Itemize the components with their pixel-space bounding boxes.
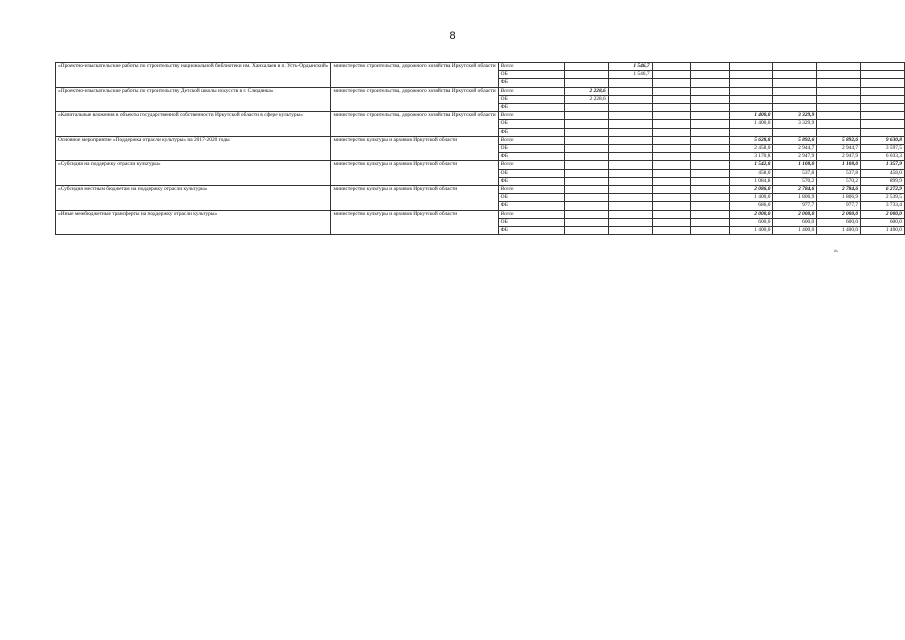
activity-name-cell: «Проектно-изыскательские работы по строительству национальной библиотеки им. Ханхалаев в п. Усть-Ордынский» [56,63,331,88]
amount-cell [691,136,730,144]
amount-cell [652,210,691,218]
amount-cell [773,128,817,136]
activity-name-cell: «Субсидия местным бюджетам на поддержку отрасли культуры» [56,186,331,211]
amount-cell: 1 806,9 [817,194,861,202]
amount-cell: 2 947,9 [817,153,861,161]
amount-cell [652,79,691,87]
amount-cell [861,79,905,87]
funding-source-cell: ФБ [498,227,564,235]
amount-cell [691,71,730,79]
amount-cell [564,227,608,235]
budget-table [55,62,905,235]
funding-source-cell: ОБ [498,120,564,128]
table-row [56,136,905,144]
table-row [56,161,905,169]
amount-cell [652,186,691,194]
amount-cell: 1 108,0 [817,161,861,169]
amount-cell [729,128,773,136]
amount-cell: 1 546,7 [608,63,652,71]
amount-cell [729,95,773,103]
amount-cell [564,161,608,169]
amount-cell [608,186,652,194]
executor-cell: министерство строительства, дорожного хозяйства Иркутской области [331,63,498,88]
table-body [56,63,905,235]
amount-cell [608,210,652,218]
amount-cell: 1 400,0 [861,227,905,235]
amount-cell: 2 947,9 [773,153,817,161]
amount-cell: 1 806,9 [773,194,817,202]
amount-cell [691,194,730,202]
amount-cell [691,104,730,112]
amount-cell [652,218,691,226]
amount-cell [564,218,608,226]
funding-source-cell: ФБ [498,177,564,185]
amount-cell: 537,8 [817,169,861,177]
table-row [56,112,905,120]
amount-cell [564,177,608,185]
amount-cell [773,87,817,95]
funding-source-cell: ОБ [498,218,564,226]
amount-cell [608,112,652,120]
amount-cell: 2 228,6 [564,95,608,103]
amount-cell: 3 170,8 [729,153,773,161]
funding-source-cell: ФБ [498,79,564,87]
amount-cell [564,145,608,153]
amount-cell: 2 539,5 [861,194,905,202]
executor-cell: министерство строительства, дорожного хозяйства Иркутской области [331,87,498,112]
amount-cell: 977,7 [817,202,861,210]
amount-cell: 1 400,0 [817,227,861,235]
amount-cell: 3 597,5 [861,145,905,153]
amount-cell [652,194,691,202]
table-row [56,210,905,218]
amount-cell [652,202,691,210]
funding-source-cell: ФБ [498,128,564,136]
amount-cell [564,128,608,136]
amount-cell [564,153,608,161]
amount-cell [608,194,652,202]
amount-cell: 1 084,8 [729,177,773,185]
amount-cell [608,227,652,235]
amount-cell [773,63,817,71]
amount-cell [691,210,730,218]
funding-source-cell: Всего [498,112,564,120]
funding-source-cell: ОБ [498,169,564,177]
amount-cell [861,63,905,71]
amount-cell [817,95,861,103]
amount-cell [817,112,861,120]
amount-cell [608,79,652,87]
amount-cell: 1 108,0 [773,161,817,169]
amount-cell [608,218,652,226]
executor-cell: министерство культуры и архивов Иркутской области [331,136,498,161]
amount-cell [564,186,608,194]
amount-cell [564,63,608,71]
amount-cell [861,104,905,112]
activity-name-cell: «Проектно-изыскательские работы по строительству Детской школы искусств в г. Слюдянка» [56,87,331,112]
funding-source-cell: ФБ [498,153,564,161]
funding-source-cell: ФБ [498,202,564,210]
amount-cell: 600,0 [729,218,773,226]
amount-cell [652,136,691,144]
amount-cell [652,104,691,112]
amount-cell: 5 892,6 [817,136,861,144]
amount-cell: 2 944,7 [817,145,861,153]
amount-cell: 570,2 [817,177,861,185]
amount-cell [691,128,730,136]
amount-cell [608,177,652,185]
amount-cell [564,79,608,87]
amount-cell [817,104,861,112]
amount-cell: 686,0 [729,202,773,210]
amount-cell [564,104,608,112]
amount-cell [608,202,652,210]
amount-cell: 2 000,0 [861,210,905,218]
amount-cell [773,95,817,103]
amount-cell: 5 892,6 [773,136,817,144]
amount-cell: 2 458,0 [729,145,773,153]
amount-cell [817,87,861,95]
amount-cell: 1 546,7 [608,71,652,79]
amount-cell [691,202,730,210]
table-row [56,87,905,95]
amount-cell [652,227,691,235]
amount-cell: 1 357,9 [861,161,905,169]
amount-cell [691,169,730,177]
activity-name-cell: Основное мероприятие «Поддержка отрасли культуры» на 2017-2020 годы [56,136,331,161]
amount-cell: 600,0 [817,218,861,226]
amount-cell: 899,9 [861,177,905,185]
amount-cell: 600,0 [861,218,905,226]
funding-source-cell: ОБ [498,95,564,103]
amount-cell: 1 400,0 [729,194,773,202]
amount-cell [729,104,773,112]
amount-cell [861,71,905,79]
funding-source-cell: Всего [498,136,564,144]
amount-cell [608,87,652,95]
amount-cell [564,71,608,79]
funding-source-cell: Всего [498,63,564,71]
amount-cell: 977,7 [773,202,817,210]
amount-cell: 5 628,8 [729,136,773,144]
amount-cell [608,128,652,136]
amount-cell [652,177,691,185]
amount-cell [691,227,730,235]
amount-cell [652,169,691,177]
amount-cell [608,145,652,153]
amount-cell [691,177,730,185]
funding-source-cell: Всего [498,87,564,95]
executor-cell: министерство культуры и архивов Иркутской области [331,186,498,211]
closing-quote-mark: ». [834,248,839,254]
amount-cell [691,153,730,161]
amount-cell: 9 630,8 [861,136,905,144]
amount-cell [691,186,730,194]
funding-source-cell: Всего [498,210,564,218]
amount-cell [564,202,608,210]
funding-source-cell: ОБ [498,194,564,202]
funding-source-cell: Всего [498,161,564,169]
amount-cell [564,210,608,218]
table-row [56,186,905,194]
amount-cell: 570,2 [773,177,817,185]
amount-cell: 2 228,6 [564,87,608,95]
activity-name-cell: «Капитальные вложения в объекты государственной собственности Иркутской области в сфере культуры» [56,112,331,137]
amount-cell: 2 784,6 [817,186,861,194]
amount-cell [817,128,861,136]
amount-cell [817,63,861,71]
amount-cell: 458,0 [861,169,905,177]
amount-cell [608,95,652,103]
amount-cell: 3 329,9 [773,112,817,120]
amount-cell: 2 000,0 [729,210,773,218]
amount-cell: 2 086,0 [729,186,773,194]
amount-cell [729,71,773,79]
amount-cell [608,136,652,144]
amount-cell [729,63,773,71]
amount-cell: 6 272,9 [861,186,905,194]
funding-source-cell: Всего [498,186,564,194]
amount-cell [773,71,817,79]
amount-cell [608,161,652,169]
amount-cell [652,87,691,95]
amount-cell [773,104,817,112]
amount-cell [691,218,730,226]
amount-cell: 458,0 [729,169,773,177]
amount-cell [608,120,652,128]
amount-cell: 2 000,0 [817,210,861,218]
amount-cell [652,95,691,103]
amount-cell [691,120,730,128]
amount-cell [652,63,691,71]
amount-cell [608,104,652,112]
amount-cell [691,87,730,95]
amount-cell [729,87,773,95]
funding-source-cell: ФБ [498,104,564,112]
amount-cell: 2 784,6 [773,186,817,194]
amount-cell [691,95,730,103]
activity-name-cell: «Иные межбюджетные трансферты на поддержку отрасли культуры» [56,210,331,235]
amount-cell [729,79,773,87]
amount-cell [861,128,905,136]
amount-cell: 1 400,0 [729,120,773,128]
amount-cell: 2 000,0 [773,210,817,218]
amount-cell [817,71,861,79]
executor-cell: министерство культуры и архивов Иркутской области [331,161,498,186]
amount-cell [691,145,730,153]
amount-cell [691,112,730,120]
amount-cell: 1 542,8 [729,161,773,169]
executor-cell: министерство строительства, дорожного хозяйства Иркутской области [331,112,498,137]
amount-cell [691,63,730,71]
funding-source-cell: ОБ [498,71,564,79]
amount-cell [691,161,730,169]
amount-cell: 1 400,0 [729,227,773,235]
activity-name-cell: «Субсидия на поддержку отрасли культуры» [56,161,331,186]
amount-cell [861,120,905,128]
table-row [56,63,905,71]
amount-cell [861,112,905,120]
amount-cell [652,128,691,136]
amount-cell: 600,0 [773,218,817,226]
amount-cell [861,87,905,95]
amount-cell [652,161,691,169]
amount-cell [773,79,817,87]
amount-cell [564,112,608,120]
amount-cell [817,120,861,128]
amount-cell: 1 400,0 [773,227,817,235]
amount-cell [861,95,905,103]
executor-cell: министерство культуры и архивов Иркутской области [331,210,498,235]
amount-cell [652,112,691,120]
amount-cell [564,136,608,144]
amount-cell [652,120,691,128]
amount-cell [608,153,652,161]
amount-cell [652,153,691,161]
amount-cell: 3 733,4 [861,202,905,210]
amount-cell [564,120,608,128]
amount-cell: 537,8 [773,169,817,177]
amount-cell [817,79,861,87]
amount-cell: 3 329,9 [773,120,817,128]
funding-source-cell: ОБ [498,145,564,153]
amount-cell [564,194,608,202]
page-number: 8 [449,30,456,42]
amount-cell: 6 033,3 [861,153,905,161]
amount-cell [691,79,730,87]
amount-cell [608,169,652,177]
amount-cell: 2 944,7 [773,145,817,153]
amount-cell [652,71,691,79]
amount-cell [564,169,608,177]
amount-cell: 1 400,0 [729,112,773,120]
amount-cell [652,145,691,153]
